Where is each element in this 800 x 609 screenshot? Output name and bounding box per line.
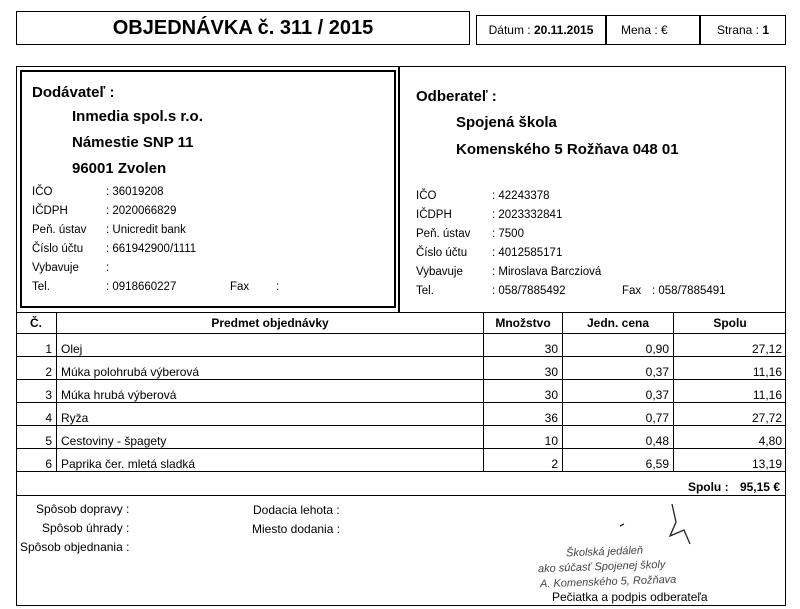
table-row [16,334,786,357]
row-total: 11,16 [674,357,787,380]
row-no: 5 [16,426,57,449]
customer-account-label: Číslo účtu [416,247,468,259]
customer-handler-value: : Miroslava Barcziová [492,266,602,278]
currency-label: Mena : [621,23,658,37]
col-no: Č. [16,313,57,334]
customer-account-value: : 4012585171 [492,247,563,259]
row-item: Múka polohrubá výberová [57,357,484,380]
supplier-tel-value: : 0918660227 [106,281,177,293]
col-price: Jedn. cena [563,313,674,334]
stamp-line-1: Školská jedáleň [565,544,644,560]
supplier-bank-value: : Unicredit bank [106,224,186,236]
currency-value: € [661,23,668,37]
row-no: 3 [16,380,57,403]
row-price: 0,77 [563,403,674,426]
customer-address: Komenského 5 Rožňava 048 01 [456,141,679,158]
ordering-label: Spôsob objednania : [20,540,130,554]
row-total: 11,16 [674,380,787,403]
payment-label: Spôsob úhrady : [42,521,130,535]
stamp-line-2: ako súčasť Spojenej školy [537,558,666,576]
supplier-heading: Dodávateľ : [32,84,115,101]
supplier-icdph-label: IČDPH [32,205,68,217]
row-total: 13,19 [674,449,787,472]
currency-box [606,15,700,45]
supplier-fax-value: : [276,281,280,293]
row-total: 27,12 [674,334,787,357]
supplier-name: Inmedia spol.s r.o. [72,108,203,125]
sum-label: Spolu : [687,480,729,494]
items-table-wrap [16,312,786,472]
row-price: 6,59 [563,449,674,472]
delivery-place-label: Miesto dodania : [252,522,341,536]
row-no: 4 [16,403,57,426]
supplier-account-value: : 661942900/1111 [106,243,197,255]
row-item: Paprika čer. mletá sladká [57,449,484,472]
customer-ico-value: : 42243378 [492,190,550,202]
customer-icdph-value: : 2023332841 [492,209,563,221]
customer-ico-label: IČO [416,190,437,202]
date-label: Dátum : [488,23,531,37]
col-total: Spolu [674,313,787,334]
row-qty: 30 [484,357,563,380]
table-row [16,357,786,380]
row-qty: 2 [484,449,563,472]
col-qty: Množstvo [484,313,563,334]
row-item: Cestoviny - špagety [57,426,484,449]
row-price: 0,90 [563,334,674,357]
items-table [16,313,786,472]
supplier-icdph-value: : 2020066829 [106,205,177,217]
customer-handler-label: Vybavuje [416,266,463,278]
table-row [16,403,786,426]
row-qty: 10 [484,426,563,449]
row-no: 1 [16,334,57,357]
row-no: 2 [16,357,57,380]
customer-tel-label: Tel. [416,285,434,297]
supplier-street: Námestie SNP 11 [72,134,194,151]
row-item: Múka hrubá výberová [57,380,484,403]
customer-bank-value: : 7500 [492,228,524,240]
page-box [700,15,786,45]
customer-fields [416,190,776,304]
party-divider [398,66,400,312]
customer-icdph-label: IČDPH [416,209,452,221]
signature-caption: Pečiatka a podpis odberateľa [552,590,708,604]
row-price: 0,37 [563,380,674,403]
document-title: OBJEDNÁVKA č. 311 / 2015 [112,17,374,39]
row-price: 0,48 [563,426,674,449]
customer-fax-label: Fax [622,285,642,297]
supplier-ico-value: : 36019208 [106,186,164,198]
page-label: Strana : [716,23,759,37]
table-row [16,380,786,403]
supplier-tel-label: Tel. [32,281,50,293]
date-value: 20.11.2015 [533,23,594,37]
delivery-time-label: Dodacia lehota : [253,503,340,517]
customer-name: Spojená škola [456,114,557,131]
sum-row [16,476,786,496]
document-title-box [16,11,470,45]
supplier-handler-value: : [106,262,110,274]
supplier-handler-label: Vybavuje [32,262,79,274]
row-qty: 30 [484,334,563,357]
table-row [16,449,786,472]
customer-heading: Odberateľ : [416,88,497,105]
row-item: Olej [57,334,484,357]
supplier-bank-label: Peň. ústav [32,224,87,236]
date-box [476,15,606,45]
transport-label: Spôsob dopravy : [36,502,130,516]
supplier-city: 96001 Zvolen [72,160,167,177]
row-total: 27,72 [674,403,787,426]
row-no: 6 [16,449,57,472]
customer-fax-value: : 058/7885491 [652,285,726,297]
row-price: 0,37 [563,357,674,380]
sum-value: 95,15 € [739,480,780,494]
row-qty: 30 [484,380,563,403]
supplier-account-label: Číslo účtu [32,243,84,255]
table-row [16,426,786,449]
page-value: 1 [762,23,770,37]
col-item: Predmet objednávky [57,313,484,334]
supplier-fax-label: Fax [230,281,250,293]
row-total: 4,80 [674,426,787,449]
row-item: Ryža [57,403,484,426]
customer-bank-label: Peň. ústav [416,228,471,240]
customer-tel-value: : 058/7885492 [492,285,566,297]
supplier-ico-label: IČO [32,186,53,198]
supplier-fields [32,186,332,300]
table-header-row [16,313,786,334]
row-qty: 36 [484,403,563,426]
stamp-line-3: A. Komenského 5, Rožňava [539,573,677,591]
